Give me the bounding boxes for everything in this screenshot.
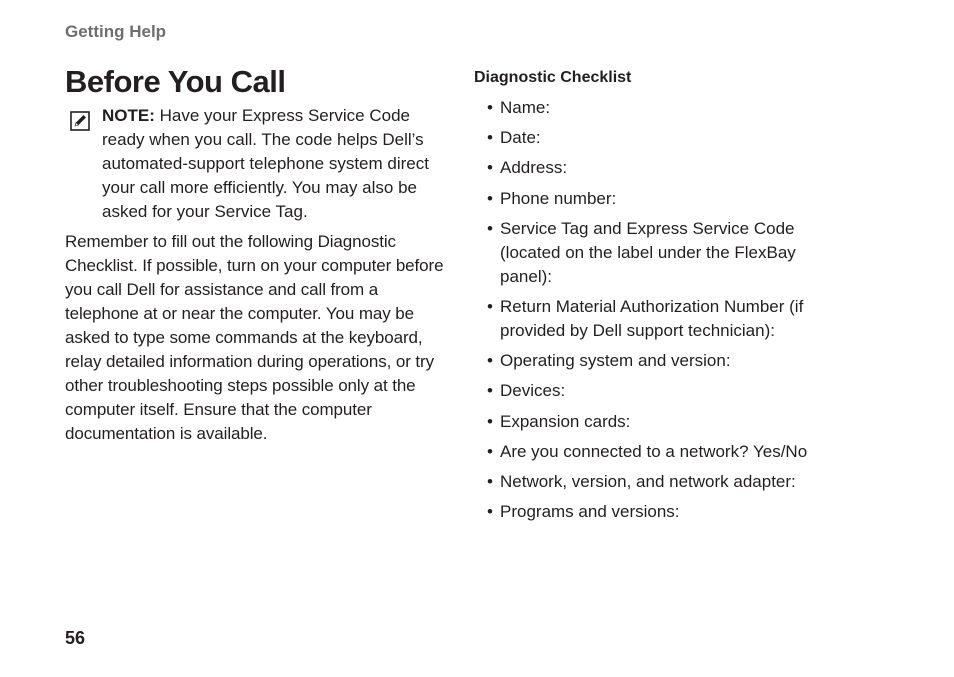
note-body: Have your Express Service Code ready when you call. The code helps Dell’s automated-support telephone system direct your call more efficiently. You may also be asked for your Service Tag.	[102, 106, 429, 221]
bullet: •	[487, 98, 493, 117]
checklist-item: • Operating system and version:	[487, 349, 847, 373]
bullet: •	[487, 351, 493, 371]
bullet: •	[487, 441, 493, 461]
bullet: •	[487, 188, 493, 208]
checklist-item: • Devices:	[487, 379, 847, 403]
section-header: Getting Help	[65, 22, 167, 41]
checklist-item: • Date:	[487, 126, 847, 150]
bullet: •	[487, 128, 493, 148]
checklist-item: • Address:	[487, 156, 847, 180]
bullet: •	[487, 381, 493, 401]
bullet: •	[487, 158, 493, 178]
intro-paragraph: Remember to fill out the following Diagnostic Checklist. If possible, turn on your computer before you call Dell for assistance and call from a telephone at or near the computer. You may be asked to type some commands at the keyboard, relay detailed information during operations, or try other troubleshooting steps possible only at the computer itself. Ensure that the computer documentation is available.	[65, 232, 444, 443]
diagnostic-checklist	[487, 96, 847, 530]
note-pencil-icon	[70, 111, 90, 131]
checklist-item: • Phone number:	[487, 187, 847, 211]
bullet: •	[487, 296, 493, 316]
checklist-item: • Are you connected to a network? Yes/No	[487, 440, 847, 464]
page-number: 56	[65, 628, 86, 648]
note-label: NOTE:	[102, 106, 155, 125]
bullet: •	[487, 471, 493, 491]
checklist-item: • Service Tag and Express Service Code (located on the label under the FlexBay panel):	[487, 218, 796, 286]
bullet: •	[487, 218, 493, 238]
bullet: •	[487, 411, 493, 431]
checklist-item: • Return Material Authorization Number (if provided by Dell support technician):	[487, 296, 804, 340]
checklist-item: • Programs and versions:	[487, 500, 847, 524]
checklist-item: • Network, version, and network adapter:	[487, 470, 847, 494]
bullet: •	[487, 502, 493, 522]
note-text	[102, 104, 454, 224]
checklist-item: • Name:	[487, 96, 847, 120]
checklist-item: • Expansion cards:	[487, 410, 847, 434]
page-title: Before You Call	[65, 64, 286, 99]
checklist-title: Diagnostic Checklist	[474, 69, 632, 86]
